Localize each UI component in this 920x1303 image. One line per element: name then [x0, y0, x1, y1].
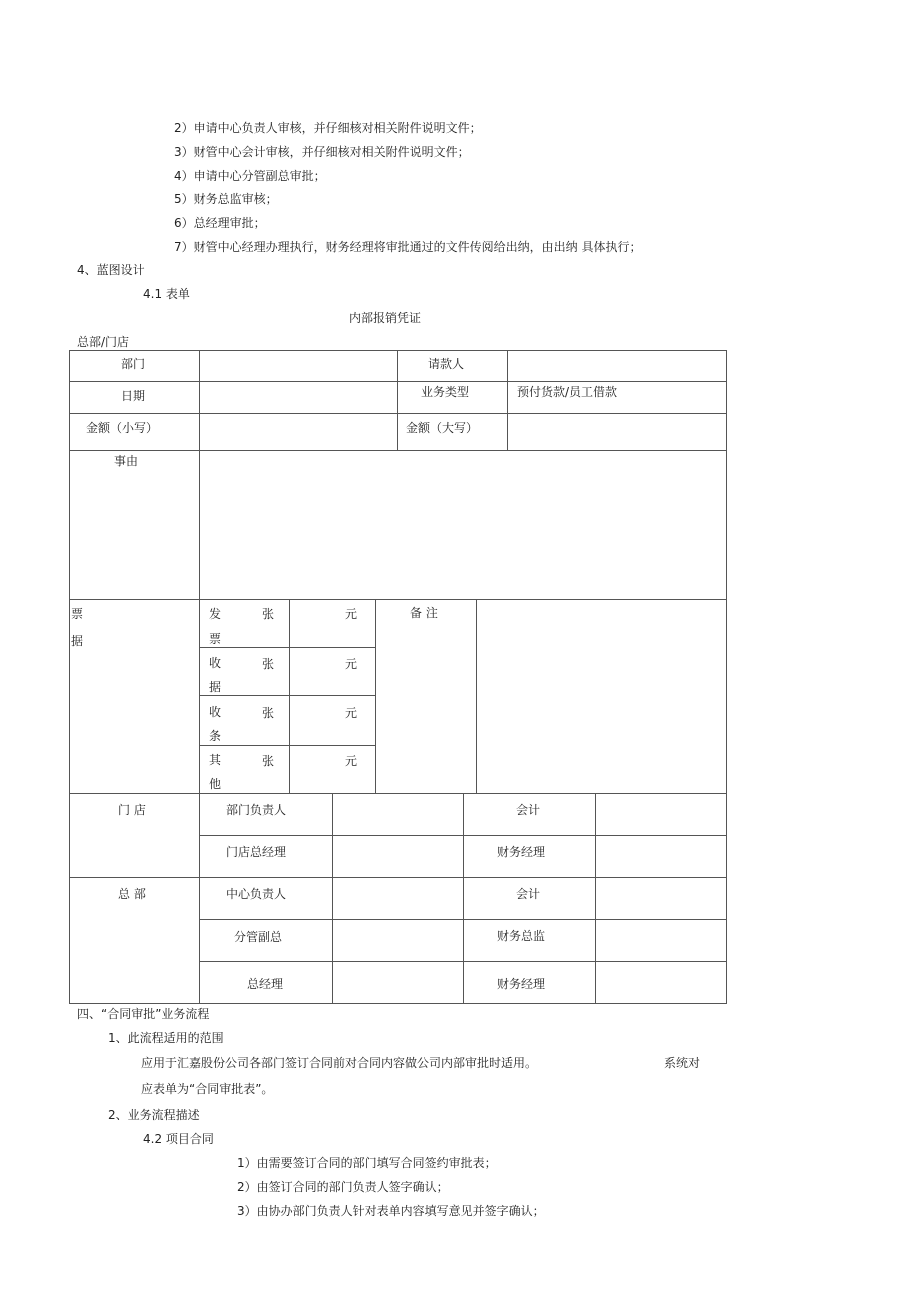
- label-date: 日期: [121, 389, 146, 403]
- label-department: 部门: [121, 357, 146, 371]
- bill-count-unit: 张: [262, 607, 275, 621]
- step-item: 3）财管中心会计审核，并仔细核对相关附件说明文件；: [174, 145, 470, 159]
- label-amount-lower: 金额（小写）: [86, 421, 159, 435]
- form-dept-label: 总部/门店: [77, 335, 130, 349]
- label-finance-director: 财务总监: [497, 929, 546, 943]
- bill-count-unit: 张: [262, 657, 275, 671]
- step-item: 5）财务总监审核；: [174, 192, 278, 206]
- step-item: 2）由签订合同的部门负责人签字确认；: [237, 1180, 449, 1194]
- paragraph-line: 系统对: [664, 1056, 701, 1070]
- bill-type: 票: [209, 632, 222, 646]
- step-item: 3）由协办部门负责人针对表单内容填写意见并签字确认；: [237, 1204, 545, 1218]
- form-title: 内部报销凭证: [349, 311, 422, 325]
- step-item: 4）申请中心分管副总审批；: [174, 169, 326, 183]
- label-reason: 事由: [114, 454, 139, 468]
- bill-type: 据: [209, 680, 222, 694]
- label-bills: 票: [71, 607, 84, 621]
- label-vice-gm: 分管副总: [234, 930, 283, 944]
- label-finance-manager: 财务经理: [497, 845, 546, 859]
- bill-count-unit: 张: [262, 754, 275, 768]
- label-dept-head: 部门负责人: [226, 803, 287, 817]
- label-bills: 据: [71, 634, 84, 648]
- section-heading: 四、“合同审批”业务流程: [77, 1007, 210, 1021]
- section-heading: 4、蓝图设计: [77, 263, 145, 277]
- bill-count-unit: 张: [262, 706, 275, 720]
- label-store: 门 店: [118, 803, 146, 817]
- value-business-type: 预付货款/员工借款: [517, 385, 618, 399]
- label-accountant: 会计: [516, 887, 541, 901]
- bill-amount-unit: 元: [345, 754, 358, 768]
- step-item: 1）由需要签订合同的部门填写合同签约审批表；: [237, 1156, 497, 1170]
- bill-type: 其: [209, 753, 222, 767]
- step-item: 6）总经理审批；: [174, 216, 266, 230]
- label-center-head: 中心负责人: [226, 887, 287, 901]
- label-store-gm: 门店总经理: [226, 845, 287, 859]
- bill-type: 条: [209, 729, 222, 743]
- step-item: 2）申请中心负责人审核，并仔细核对相关附件说明文件；: [174, 121, 482, 135]
- subsection-heading: 1、此流程适用的范围: [108, 1031, 224, 1045]
- bill-amount-unit: 元: [345, 706, 358, 720]
- bill-type: 他: [209, 777, 222, 791]
- label-finance-manager: 财务经理: [497, 977, 546, 991]
- label-accountant: 会计: [516, 803, 541, 817]
- label-hq: 总 部: [118, 887, 146, 901]
- paragraph-line: 应表单为“合同审批表”。: [141, 1082, 274, 1096]
- subsection-heading: 2、业务流程描述: [108, 1108, 200, 1122]
- paragraph-line: 应用于汇嘉股份公司各部门签订合同前对合同内容做公司内部审批时适用。: [141, 1056, 538, 1070]
- label-remark: 备 注: [410, 606, 438, 620]
- subsection-heading: 4.1 表单: [143, 287, 190, 301]
- label-amount-upper: 金额（大写）: [406, 421, 479, 435]
- bill-amount-unit: 元: [345, 657, 358, 671]
- bill-type: 收: [209, 656, 222, 670]
- bill-type: 收: [209, 705, 222, 719]
- step-item: 7）财管中心经理办理执行，财务经理将审批通过的文件传阅给出纳，由出纳 具体执行；: [174, 240, 642, 254]
- label-business-type: 业务类型: [421, 385, 470, 399]
- label-gm: 总经理: [247, 977, 284, 991]
- bill-amount-unit: 元: [345, 607, 358, 621]
- bill-type: 发: [209, 607, 222, 621]
- label-requester: 请款人: [428, 357, 465, 371]
- subsection-heading: 4.2 项目合同: [143, 1132, 214, 1146]
